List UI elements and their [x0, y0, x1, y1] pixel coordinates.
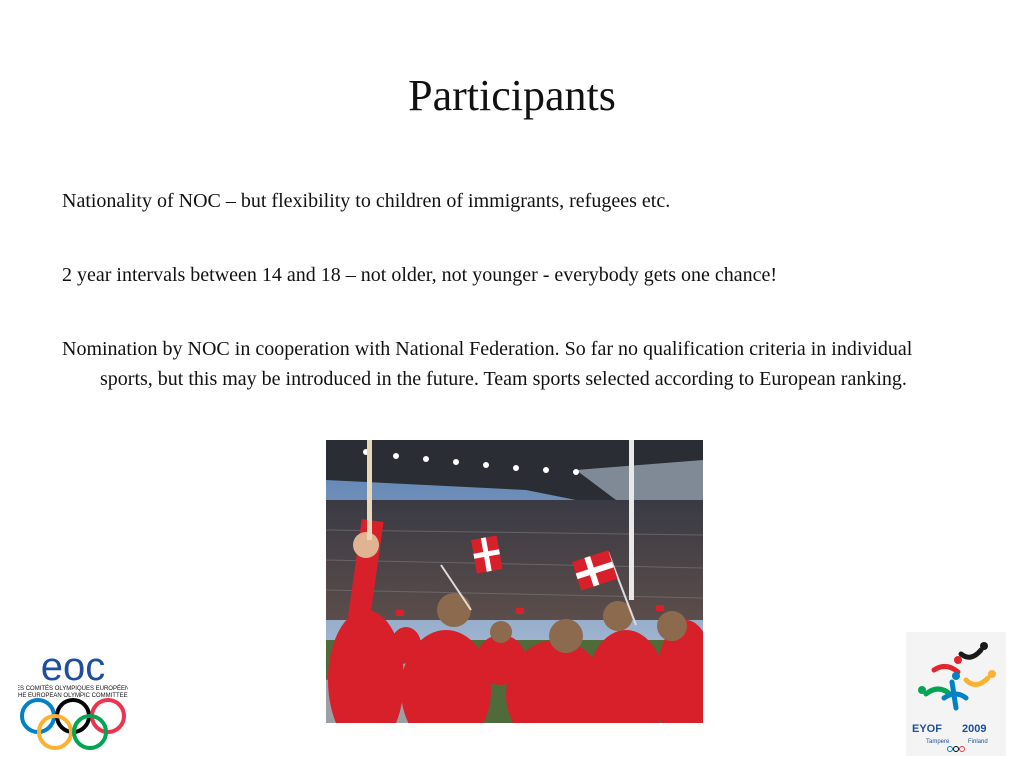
- bullet-age-intervals: 2 year intervals between 14 and 18 – not older, not younger - everybody gets one chance!: [62, 264, 778, 286]
- slide-title: Participants: [408, 71, 616, 120]
- eoc-logo: [18, 648, 128, 752]
- eoc-wordmark: eoc: [40, 648, 106, 689]
- eoc-line-en: THE EUROPEAN OLYMPIC COMMITTEES: [18, 693, 128, 699]
- eyof-city: Tampere: [926, 739, 950, 745]
- eyof-logo: [906, 632, 1006, 756]
- bullet-nomination: Nomination by NOC in cooperation with National Federation. So far no qualification criteria in individual sports, but this may be introduced in the future. Team sports selected according to European ranking.: [62, 338, 913, 390]
- eyof-name: EYOF: [912, 723, 942, 735]
- stadium-photo: [326, 440, 703, 723]
- eoc-line-fr: LES COMITÉS OLYMPIQUES EUROPÉENS: [18, 686, 128, 692]
- eyof-country: Finland: [968, 739, 988, 745]
- bullet-nationality: Nationality of NOC – but flexibility to children of immigrants, refugees etc.: [62, 190, 671, 212]
- eyof-year: 2009: [962, 723, 987, 735]
- slide-body: [62, 186, 962, 438]
